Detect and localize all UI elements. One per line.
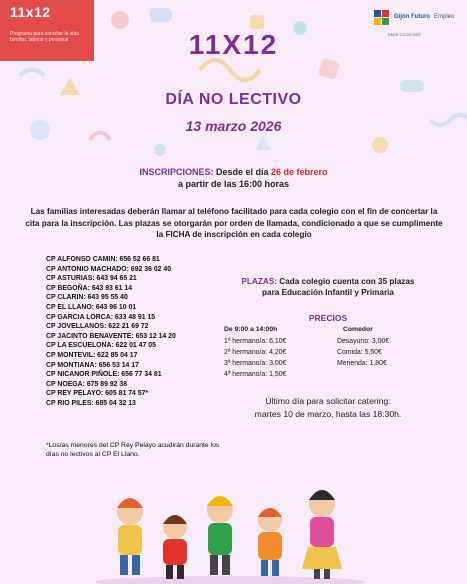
list-item: CP RIO PILES: 685 04 32 13: [46, 399, 136, 407]
page-subtitle: DÍA NO LECTIVO: [165, 91, 302, 108]
page-title: 11X12: [188, 29, 279, 60]
event-date: 13 marzo 2026: [185, 118, 282, 134]
list-item: CP BEGOÑA: 643 93 61 14: [46, 284, 133, 292]
list-item: CP GARCIA LORCA: 633 48 91 15: [46, 313, 156, 321]
intro-paragraph: Las familias interesadas deberán llamar al teléfono facilitado para cada colegio con el fin de concertar la cita para la inscripción. Las plazas se otorgarán por orden de llamada, condicionado a que se cumplimente la FICHA de inscripción en cada colegio: [25, 207, 443, 239]
footnote: *Los/as menores del CP Rey Pelayo acudirán durante los días no lectivos al CP El Llano.: [46, 442, 220, 458]
list-item: CP MONTEVIL: 622 85 04 17: [46, 351, 138, 359]
school-list: [46, 255, 236, 409]
list-item: CP CLARIN: 643 95 55 40: [46, 294, 128, 302]
precios-heading: PRECIOS: [308, 313, 348, 323]
inscripciones-time: a partir de las 16:00 horas: [177, 179, 290, 189]
list-item: CP ALFONSO CAMIN: 656 52 66 81: [46, 256, 160, 263]
list-item: CP ASTURIAS: 643 94 65 21: [46, 275, 137, 283]
list-item: CP JOVELLANOS: 622 21 69 72: [46, 323, 149, 331]
hours-heading: De 9:00 a 14:00h: [224, 326, 278, 333]
list-item: CP EL LLANO: 643 96 10 01: [46, 303, 137, 311]
list-item: Merienda: 1,80€: [337, 360, 387, 367]
comedor-price-list: [337, 336, 389, 369]
children-illustration: [90, 472, 370, 584]
plazas-line1: Cada colegio cuenta con 35 plazas: [277, 277, 415, 286]
catering-block: [222, 395, 434, 421]
plazas-label: PLAZAS:: [241, 277, 278, 286]
plazas-block: [222, 276, 434, 298]
list-item: 3ª hermano/a: 3,00€: [224, 360, 287, 367]
partner-logos: FADE CCOO UGT: [388, 32, 422, 37]
inscripciones-block: [0, 166, 467, 190]
list-item: CP MONTIANA: 656 53 14 17: [46, 361, 139, 369]
comedor-heading: Comedor: [343, 326, 373, 333]
list-item: CP JACINTO BENAVENTE: 653 12 14 20: [46, 332, 176, 340]
gijon-logo-icon: [374, 10, 389, 25]
list-item: Desayuno: 3,00€: [337, 338, 390, 345]
inscripciones-label: INSCRIPCIONES:: [139, 167, 214, 177]
plazas-line2: para Educación Infantil y Primaria: [262, 288, 394, 297]
list-item: Comida: 5,50€: [337, 349, 382, 356]
inscripciones-date: 26 de febrero: [271, 167, 328, 177]
list-item: 4ª hermano/a: 1,50€: [224, 371, 287, 378]
hours-price-list: [224, 336, 286, 380]
inscripciones-text: Desde el día: [213, 167, 271, 177]
list-item: CP NICANOR PIÑOLE: 656 77 34 81: [46, 371, 162, 379]
catering-line1: Último día para solicitar catering:: [265, 396, 391, 406]
program-logo-mark: 11x12: [10, 4, 51, 20]
list-item: CP LA ESCUELONA: 622 01 47 05: [46, 342, 156, 350]
partner-name: Gijón Futuro: [394, 14, 430, 20]
partner-sub: Empleo: [434, 14, 455, 20]
list-item: 1ª hermano/a: 6,10€: [224, 338, 287, 345]
list-item: CP NOEGA: 675 89 92 38: [46, 380, 128, 388]
list-item: CP REY PELAYO: 605 81 74 57*: [46, 390, 149, 398]
list-item: CP ANTONIO MACHADO: 692 36 02 40: [46, 265, 172, 273]
list-item: 2ª hermano/a: 4,20€: [224, 349, 287, 356]
catering-line2: martes 10 de marzo, hasta las 18:30h.: [254, 409, 402, 419]
program-logo-tagline: Programa para conciliar la vida familiar, laboral y personal: [10, 31, 79, 43]
